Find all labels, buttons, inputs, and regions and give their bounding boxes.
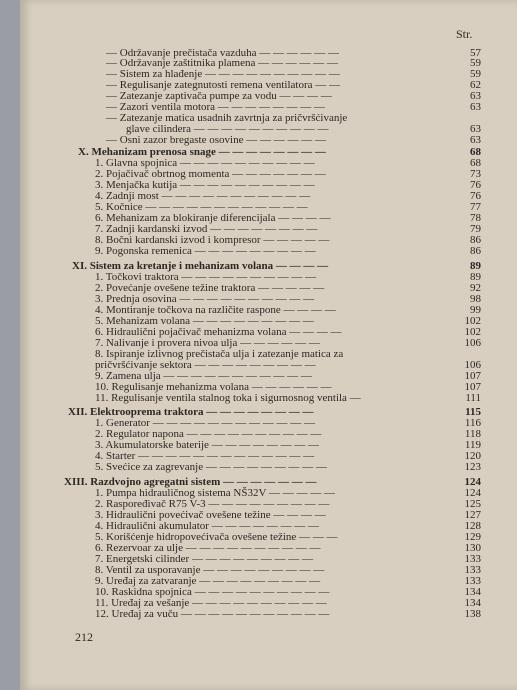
toc-entry-title: 2. Regulator napona — — — — — — — — — — bbox=[95, 428, 322, 440]
toc-entry-page: 59 bbox=[470, 57, 481, 69]
toc-entry bbox=[20, 245, 517, 257]
toc-entry-title: 11. Regulisanje ventila stalnog toka i sigurnosnog ventila — bbox=[95, 392, 361, 404]
toc-entry-title: 7. Energetski cilinder — — — — — — — — — bbox=[95, 553, 313, 565]
toc-entry-page: 68 bbox=[470, 157, 481, 169]
toc-entry-title: 3. Akumulatorske baterije — — — — — — — — bbox=[95, 439, 319, 451]
toc-entry-title: glave cilindera — — — — — — — — — — bbox=[126, 123, 329, 135]
toc-entry-page: 123 bbox=[464, 461, 481, 473]
toc-entry-page: 128 bbox=[464, 520, 481, 532]
toc-entry-title: — Osni zazor bregaste osovine — — — — — — bbox=[106, 134, 326, 146]
toc-entry-page: 78 bbox=[470, 212, 481, 224]
toc-entry-title: 1. Glavna spojnica — — — — — — — — — — bbox=[95, 157, 315, 169]
toc-entry-title: 6. Hidraulični pojačivač mehanizma volana — — — — bbox=[95, 326, 342, 338]
toc-entry-title: 2. Raspoređivač R75 V-3 — — — — — — — — — bbox=[95, 498, 330, 510]
toc-entry-page: 98 bbox=[470, 293, 481, 305]
toc-entry-title: 4. Montiranje točkova na različite raspone — — — — bbox=[95, 304, 336, 316]
toc-entry-page: 59 bbox=[470, 68, 481, 80]
toc-entry-title: 3. Menjačka kutija — — — — — — — — — — bbox=[95, 179, 315, 191]
toc-entry-page: 111 bbox=[465, 392, 481, 404]
toc-entry-page: 99 bbox=[470, 304, 481, 316]
toc-entry-title: 1. Pumpa hidrauličnog sistema NŠ32V — — — — — bbox=[95, 487, 335, 499]
toc-entry bbox=[20, 461, 517, 473]
toc-entry-title: 5. Mehanizam volana — — — — — — — — — bbox=[95, 315, 314, 327]
toc-entry-page: 115 bbox=[465, 406, 481, 418]
toc-entry-page: 133 bbox=[464, 564, 481, 576]
toc-entry-title: XIII. Razdvojno agregatni sistem — — — — — — — bbox=[64, 476, 317, 488]
toc-entry-title: 2. Povećanje ovešene težine traktora — — — — — bbox=[95, 282, 325, 294]
toc-entry-title: 1. Točkovi traktora — — — — — — — — — — bbox=[95, 271, 317, 283]
toc-entry-page: 62 bbox=[470, 79, 481, 91]
toc-entry-page: 63 bbox=[470, 123, 481, 135]
toc-entry-title: 8. Bočni kardanski izvod i kompresor — — — — — bbox=[95, 234, 330, 246]
toc-entry-title: — Regulisanje zategnutosti remena ventilatora — — bbox=[106, 79, 340, 91]
toc-entry-page: 57 bbox=[470, 47, 481, 59]
toc-entry-page: 134 bbox=[464, 597, 481, 609]
toc-entry-title: XI. Sistem za kretanje i mehanizam volana — — — — bbox=[72, 260, 329, 272]
toc-entry-title: 9. Pogonska remenica — — — — — — — — — bbox=[95, 245, 316, 257]
toc-entry-title: — Održavanje prečistača vazduha — — — — — — bbox=[106, 47, 340, 59]
toc-entry bbox=[20, 392, 517, 404]
toc-entry-title: 11. Uređaj za vešanje — — — — — — — — — — bbox=[95, 597, 327, 609]
toc-entry-title: pričvršćivanje sektora — — — — — — — — — bbox=[95, 359, 316, 371]
toc-entry-title: 5. Kočnice — — — — — — — — — — — — bbox=[95, 201, 308, 213]
toc-entry-page: 63 bbox=[470, 101, 481, 113]
toc-entry bbox=[20, 134, 517, 146]
toc-entry-page: 106 bbox=[464, 337, 481, 349]
toc-entry-page: 86 bbox=[470, 245, 481, 257]
toc-entry-page: 76 bbox=[470, 190, 481, 202]
toc-entry-page: 124 bbox=[464, 476, 481, 488]
toc-entry-title: — Sistem za hlađenje — — — — — — — — — — bbox=[106, 68, 340, 80]
toc-entry-title: X. Mehanizam prenosa snage — — — — — — — — bbox=[78, 146, 326, 158]
toc-entry-page: 73 bbox=[470, 168, 481, 180]
toc-entry-page: 133 bbox=[464, 553, 481, 565]
toc-entry-page: 86 bbox=[470, 234, 481, 246]
toc-entry-page: 106 bbox=[464, 359, 481, 371]
toc-entry-page: 138 bbox=[464, 608, 481, 620]
toc-entry-title: 2. Pojačivač obrtnog momenta — — — — — — — bbox=[95, 168, 326, 180]
toc-entry bbox=[20, 608, 517, 620]
page-column-header: Str. bbox=[456, 27, 473, 41]
toc-entry-title: 4. Starter — — — — — — — — — — — — — bbox=[95, 450, 315, 462]
toc-entry-page: 107 bbox=[464, 381, 481, 393]
toc-entry-title: 4. Hidraulični akumulator — — — — — — — — bbox=[95, 520, 319, 532]
toc-entry-title: 9. Zamena ulja — — — — — — — — — — — bbox=[95, 370, 312, 382]
toc-entry-title: 4. Zadnji most — — — — — — — — — — — bbox=[95, 190, 311, 202]
toc-entry-page: 68 bbox=[470, 146, 481, 158]
toc-entry-title: 8. Ventil za usporavanje — — — — — — — — — bbox=[95, 564, 325, 576]
toc-entry-page: 120 bbox=[464, 450, 481, 462]
toc-entry-title: 8. Ispiranje izlivnog prečistača ulja i zatezanje matica za bbox=[95, 348, 344, 360]
toc-entry-page: 124 bbox=[464, 487, 481, 499]
toc-entry-page: 134 bbox=[464, 586, 481, 598]
toc-entry-page: 102 bbox=[464, 315, 481, 327]
toc-entry-title: — Zatezanje matica usadnih zavrtnja za pričvršćivanje bbox=[106, 112, 348, 124]
toc-entry-page: 130 bbox=[464, 542, 481, 554]
toc-entry-title: XII. Elektrooprema traktora — — — — — — — — bbox=[68, 406, 314, 418]
toc-entry-title: 5. Svećice za zagrevanje — — — — — — — — — bbox=[95, 461, 327, 473]
toc-entry-title: — Održavanje zaštitnika plamena — — — — — — bbox=[106, 57, 338, 69]
toc-entry-page: 118 bbox=[464, 428, 481, 440]
toc-entry-page: 125 bbox=[464, 498, 481, 510]
toc-entry-title: 10. Regulisanje mehanizma volana — — — — — — bbox=[95, 381, 332, 393]
toc-entry-page: 63 bbox=[470, 90, 481, 102]
toc-entry-page: 129 bbox=[464, 531, 481, 543]
toc-entry-page: 63 bbox=[470, 134, 481, 146]
toc-entry-title: — Zazori ventila motora — — — — — — — — bbox=[106, 101, 326, 113]
toc-entry-title: 6. Mehanizam za blokiranje diferencijala — — — — bbox=[95, 212, 331, 224]
toc-entry-title: 9. Uređaj za zatvaranje — — — — — — — — — bbox=[95, 575, 321, 587]
toc-entry-title: 1. Generator — — — — — — — — — — — — bbox=[95, 417, 315, 429]
toc-entry-page: 119 bbox=[464, 439, 481, 451]
toc-entry-title: 5. Korišćenje hidropovećivača ovešene težine — — — bbox=[95, 531, 338, 543]
toc-entry-page: 79 bbox=[470, 223, 481, 235]
toc-entry-title: 10. Raskidna spojnica — — — — — — — — — — bbox=[95, 586, 330, 598]
toc-entry-title: 3. Hidraulični povećivač ovešene težine — — — — bbox=[95, 509, 326, 521]
toc-entry-title: 3. Prednja osovina — — — — — — — — — — bbox=[95, 293, 315, 305]
toc-entry-page: 92 bbox=[470, 282, 481, 294]
page-number: 212 bbox=[75, 630, 93, 644]
toc-entry-title: 12. Uređaj za vuču — — — — — — — — — — — bbox=[95, 608, 330, 620]
book-page bbox=[20, 0, 517, 690]
toc-entry-title: 7. Nalivanje i provera nivoa ulja — — — — — — bbox=[95, 337, 320, 349]
toc-entry-page: 89 bbox=[470, 271, 481, 283]
toc-entry-page: 89 bbox=[470, 260, 481, 272]
toc-entry-page: 127 bbox=[464, 509, 481, 521]
toc-entry-title: 6. Rezervoar za ulje — — — — — — — — — — bbox=[95, 542, 321, 554]
toc-entry-page: 133 bbox=[464, 575, 481, 587]
toc-entry-page: 76 bbox=[470, 179, 481, 191]
toc-entry-page: 77 bbox=[470, 201, 481, 213]
toc-entry-title: — Zatezanje zaptivača pumpe za vodu — — — — bbox=[106, 90, 332, 102]
toc-entry-title: 7. Zadnji kardanski izvod — — — — — — — — bbox=[95, 223, 318, 235]
toc-entry-page: 102 bbox=[464, 326, 481, 338]
toc-entry-page: 116 bbox=[464, 417, 481, 429]
toc-entry-page: 107 bbox=[464, 370, 481, 382]
